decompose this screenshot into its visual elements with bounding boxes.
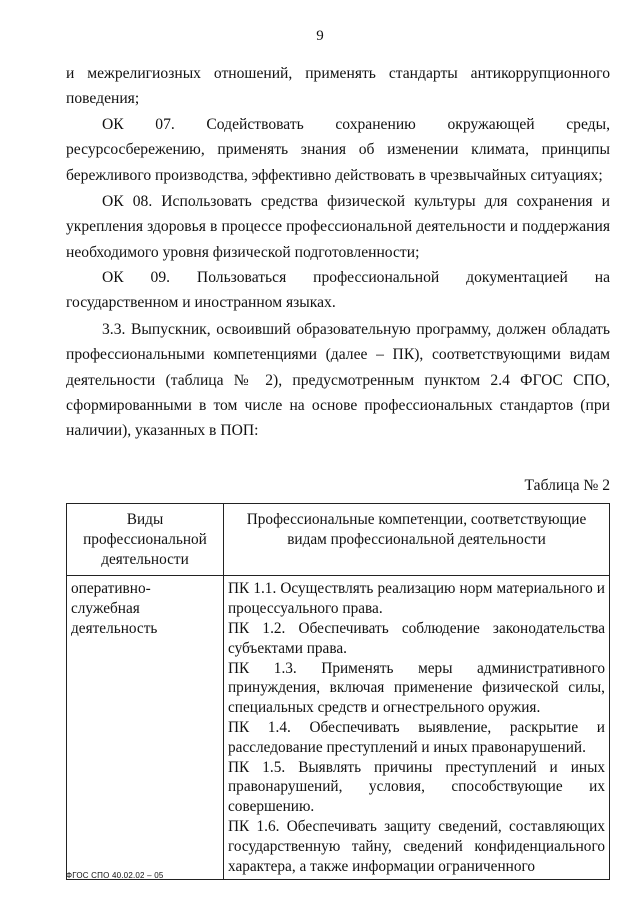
paragraph-religious-relations: и межрелигиозных отношений, применять стандарты антикоррупционного поведения; (66, 65, 610, 108)
competency-pk-1-1: ПК 1.1. Осуществлять реализацию норм материального и процессуального права. (228, 580, 605, 618)
activity-cell: оперативно-служебная деятельность (67, 576, 224, 880)
header-activity-types: Виды профессиональной деятельности (67, 504, 224, 576)
header-competencies: Профессиональные компетенции, соответствующие видам профессиональной деятельности (224, 504, 610, 576)
table-row (67, 576, 610, 880)
competency-pk-1-5: ПК 1.5. Выявлять причины преступлений и иных правонарушений, условия, способствующие их совершению. (228, 758, 605, 816)
table-caption: Таблица № 2 (524, 477, 610, 494)
paragraph-ok08: ОК 08. Использовать средства физической культуры для сохранения и укрепления здоровья в процессе профессиональной деятельности и поддержания необходимого уровня физической подготовленности; (66, 193, 610, 261)
competency-pk-1-3: ПК 1.3. Применять меры административного принуждения, включая применение физической силы, специальных средств и огнестрельного оружия. (228, 659, 605, 717)
competencies-table (66, 503, 610, 880)
table-header-row (67, 504, 610, 576)
competency-pk-1-2: ПК 1.2. Обеспечивать соблюдение законодательства субъектами права. (228, 619, 605, 657)
competency-pk-1-6: ПК 1.6. Обеспечивать защиту сведений, составляющих государственную тайну, сведений конфиденциального характера, а также информации ограниченного (228, 817, 605, 875)
paragraph-section-3-3: 3.3. Выпускник, освоивший образовательную программу, должен обладать профессиональными компетенциями (далее – ПК), соответствующими видам деятельности (таблица № 2), предусмотренным пунктом 2.4 ФГОС СПО, сформированными в том числе на основе профессиональных стандартов (при наличии), указанных в ПОП: (66, 321, 610, 440)
competency-pk-1-4: ПК 1.4. Обеспечивать выявление, раскрытие и расследование преступлений и иных правонарушений. (228, 718, 605, 756)
document-footer: ФГОС СПО 40.02.02 – 05 (66, 871, 164, 880)
paragraph-ok09: ОК 09. Пользоваться профессиональной документацией на государственном и иностранном языках. (66, 269, 610, 312)
page-number: 9 (316, 28, 324, 44)
paragraph-ok07: ОК 07. Содействовать сохранению окружающей среды, ресурсосбережению, применять знания об изменении климата, принципы бережливого производства, эффективно действовать в чрезвычайных ситуациях; (66, 116, 610, 184)
competencies-cell (224, 576, 610, 880)
